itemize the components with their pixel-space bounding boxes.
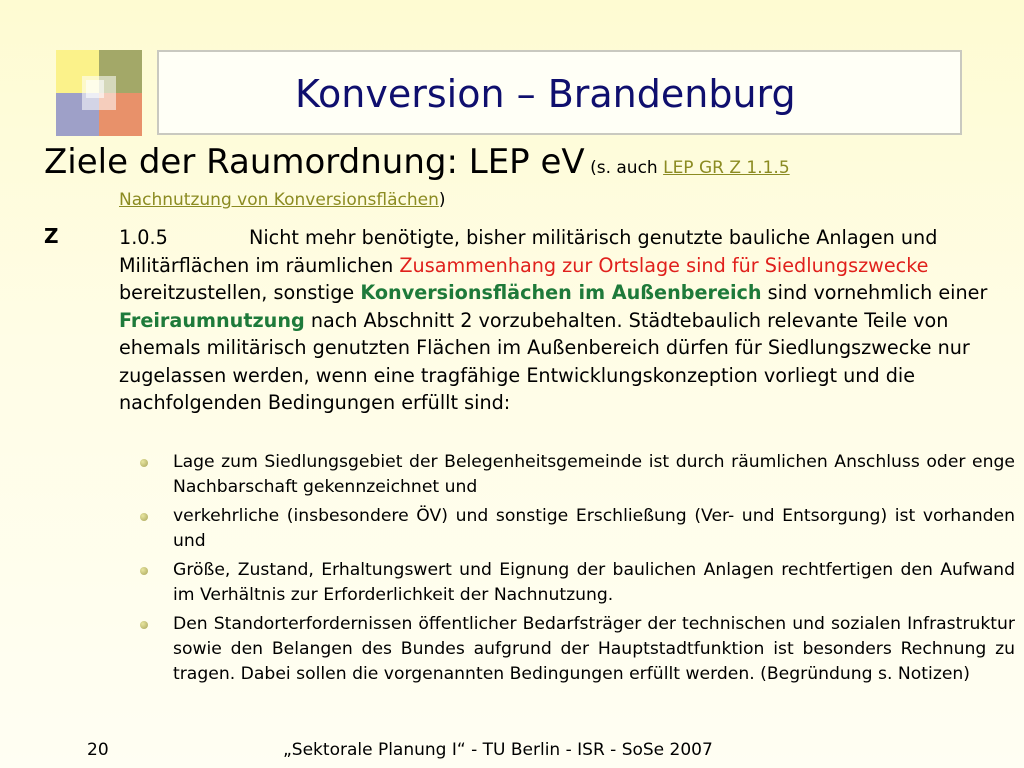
bullet-icon xyxy=(140,567,148,575)
logo-overlay-inner xyxy=(86,80,104,98)
paragraph-red-1: Zusammenhang zur Ortslage sind für Siedlungszwecke xyxy=(399,253,929,277)
paragraph-text-4: nach Abschnitt 2 vorzubehalten. Städtebaulich relevante Teile von ehemals militärisch genutzten Flächen im Außenbereich dürfen für Siedlungszwecke nur zugelassen werden, wenn eine tragfähige Entwicklungskonzeption vorliegt und die nachfolgenden Bedingungen erfüllt sind: xyxy=(119,308,970,414)
list-item xyxy=(140,558,1015,608)
subheading-line2 xyxy=(119,190,446,210)
z-marker: Z xyxy=(44,224,59,248)
lep-link-line1[interactable]: LEP GR Z 1.1.5 xyxy=(663,158,790,178)
list-item xyxy=(140,450,1015,500)
paragraph-text-3: sind vornehmlich einer xyxy=(761,281,988,304)
subheading-paren-close: ) xyxy=(438,190,446,210)
page-number: 20 xyxy=(87,740,109,760)
bullet-text: Größe, Zustand, Erhaltungswert und Eignung der baulichen Anlagen rechtfertigen den Aufwand im Verhältnis zur Erforderlichkeit der Nachnutzung. xyxy=(173,560,1015,605)
bullet-icon xyxy=(140,459,148,467)
lep-link-line2[interactable]: Nachnutzung von Konversionsflächen xyxy=(119,190,439,210)
logo-squares xyxy=(56,50,142,136)
subheading-paren-open: (s. auch xyxy=(584,158,664,178)
bullet-text: Den Standorterfordernissen öffentlicher Bedarfsträger der technischen und sozialen Infrastruktur sowie den Belangen des Bundes aufgrund der Hauptstadtfunktion ist besonders Rechnung zu tragen. Dabei sollen die vorgenannten Bedingungen erfüllt werden. (Begründung s. Notizen) xyxy=(173,614,1015,684)
paragraph-text-2: bereitzustellen, sonstige xyxy=(119,281,361,304)
paragraph-green-2: Freiraumnutzung xyxy=(119,308,305,332)
subheading-main: Ziele der Raumordnung: LEP eV xyxy=(44,142,585,182)
subheading xyxy=(44,142,1004,182)
bullet-icon xyxy=(140,513,148,521)
footer-text: „Sektorale Planung I“ - TU Berlin - ISR - SoSe 2007 xyxy=(283,740,713,760)
list-item xyxy=(140,504,1015,554)
list-item xyxy=(140,612,1015,687)
paragraph-text-1: Nicht mehr benötigte, bisher militärisch genutzte bauliche Anlagen und Militärflächen im räumlichen xyxy=(119,226,938,277)
slide-title: Konversion – Brandenburg xyxy=(295,72,796,116)
paragraph-number: 1.0.5 xyxy=(119,226,168,249)
main-paragraph xyxy=(119,224,1015,417)
bullet-text: verkehrliche (insbesondere ÖV) und sonstige Erschließung (Ver- und Entsorgung) ist vorhanden und xyxy=(173,506,1015,551)
paragraph-green-1: Konversionsflächen im Außenbereich xyxy=(360,281,762,304)
bullet-text: Lage zum Siedlungsgebiet der Belegenheitsgemeinde ist durch räumlichen Anschluss oder enge Nachbarschaft gekennzeichnet und xyxy=(173,452,1015,497)
bullet-icon xyxy=(140,621,148,629)
